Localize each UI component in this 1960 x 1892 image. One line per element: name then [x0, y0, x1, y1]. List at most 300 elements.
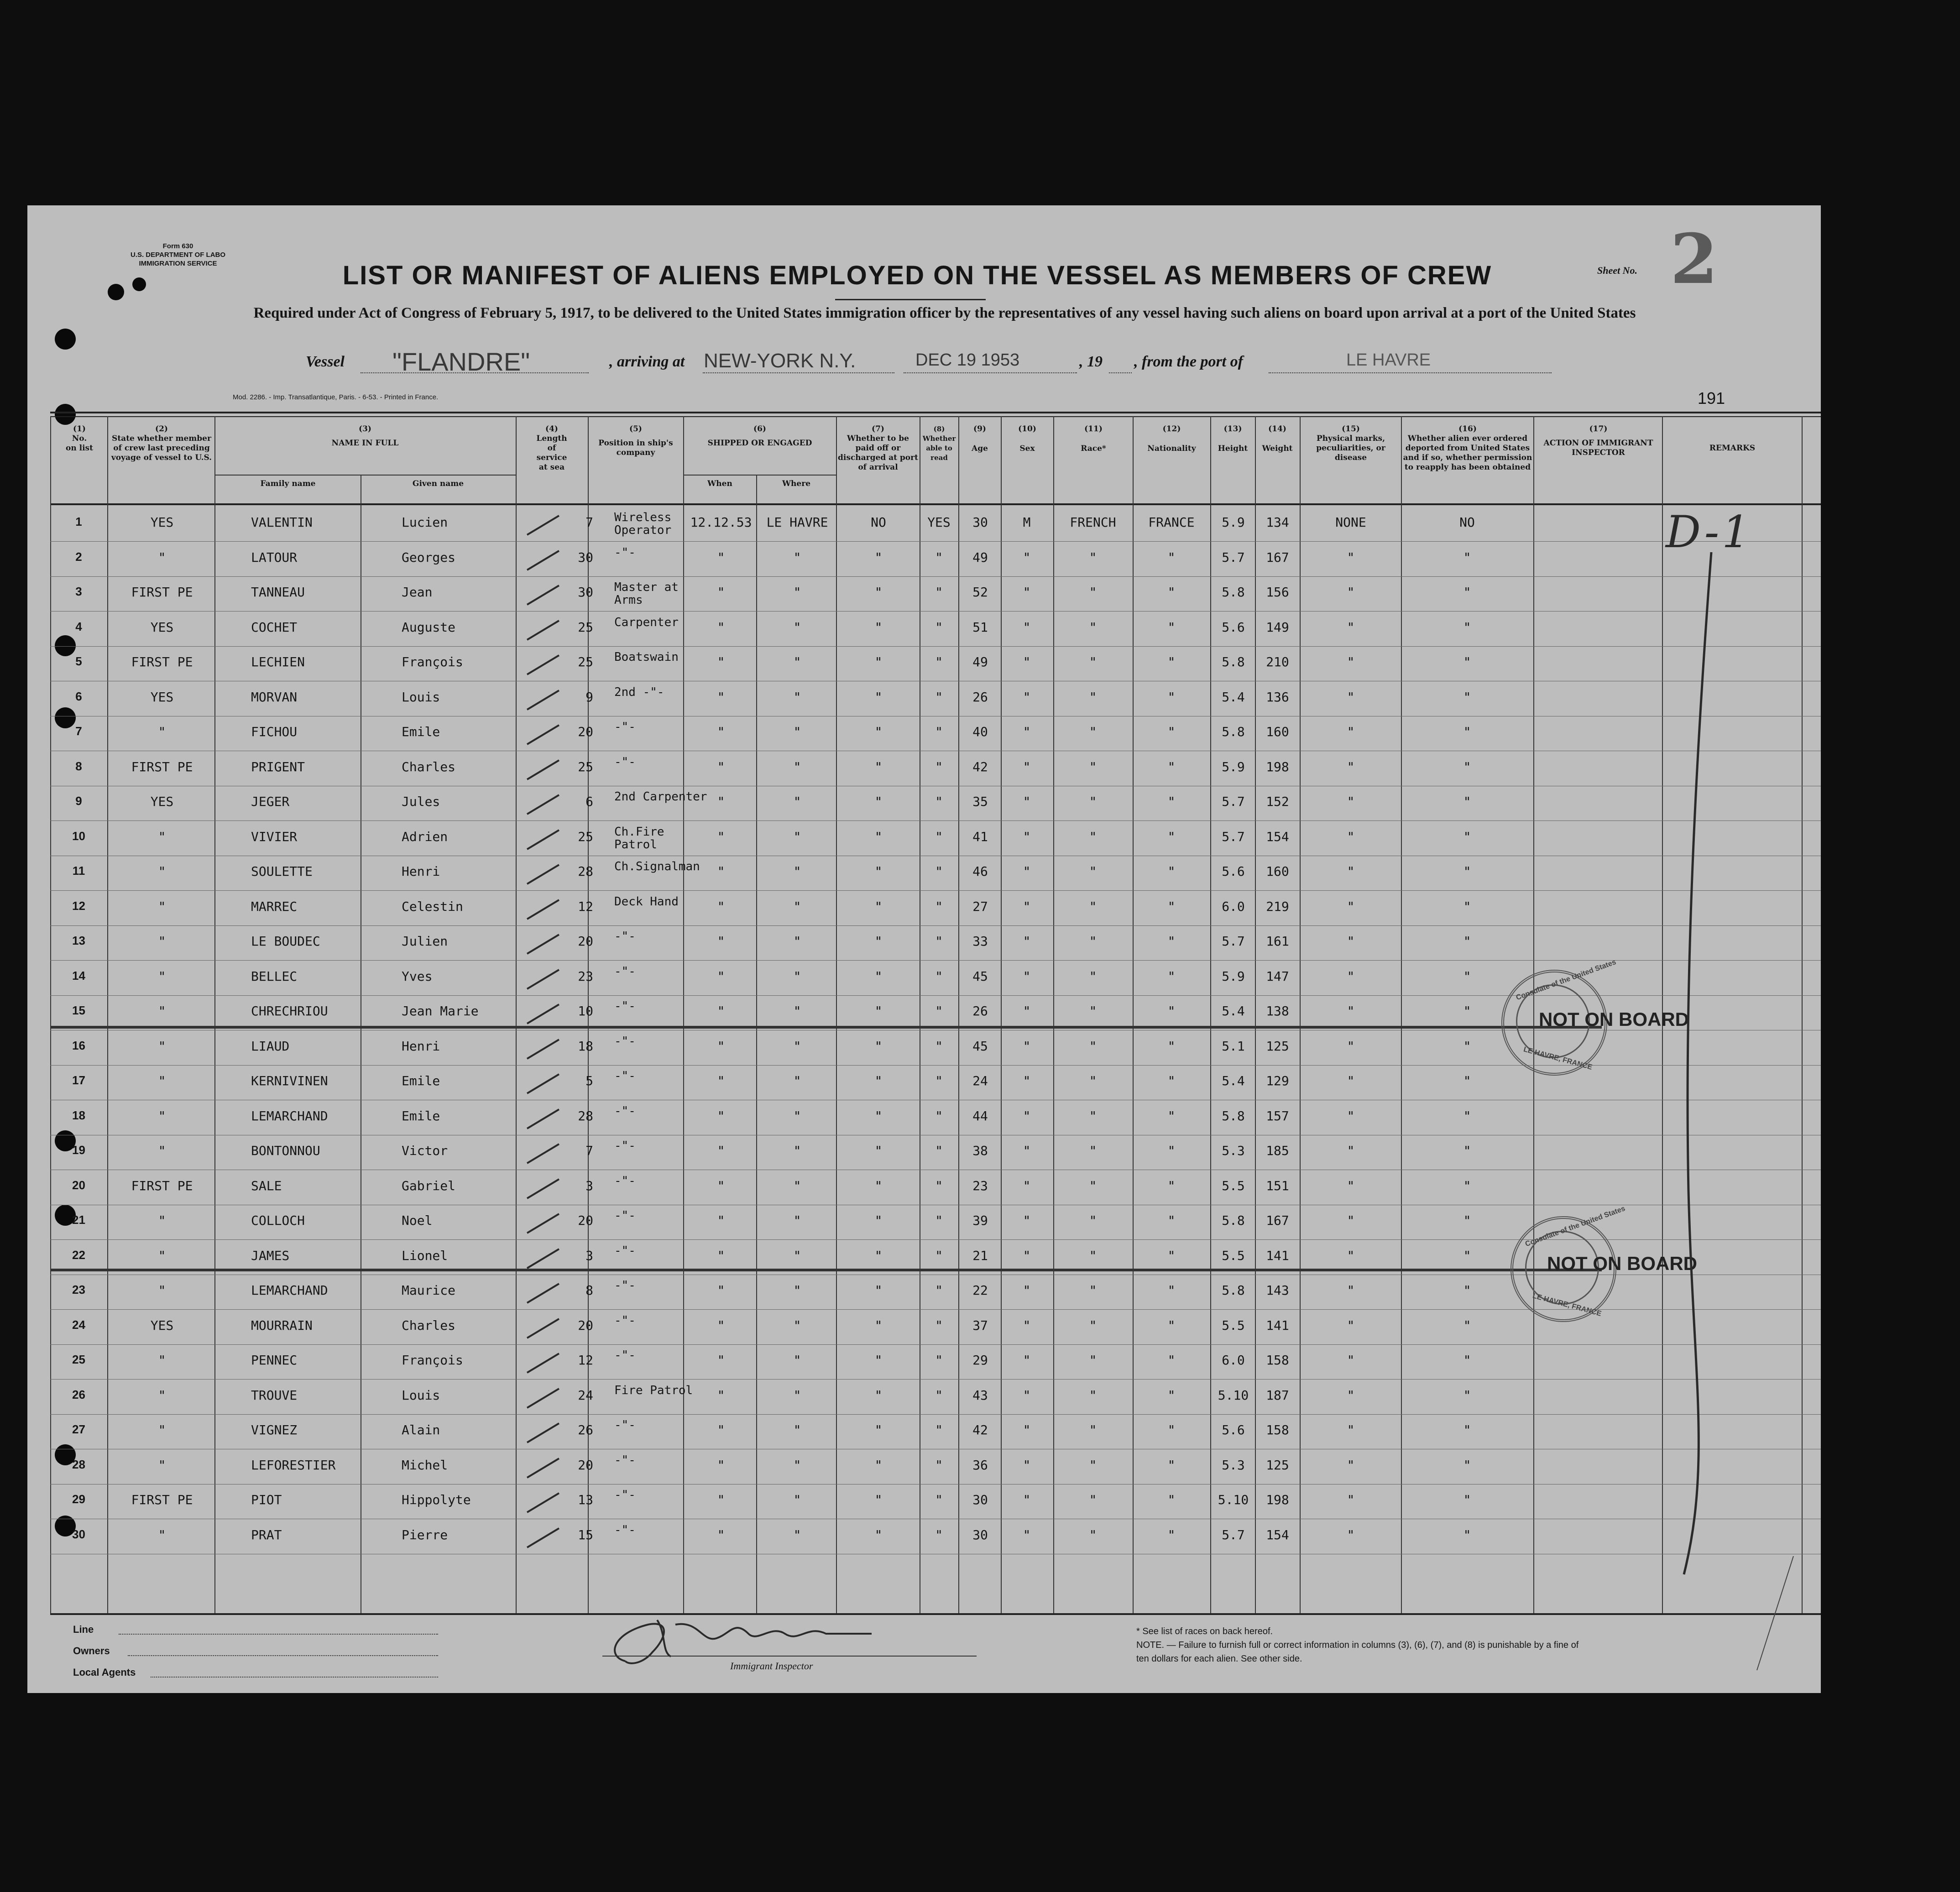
- sex: ": [1023, 864, 1031, 879]
- able-to-read: ": [935, 1248, 943, 1263]
- physical-marks: ": [1347, 1317, 1355, 1333]
- position: -"-: [614, 1488, 636, 1502]
- able-to-read: YES: [927, 515, 951, 530]
- family-name: VIVIER: [251, 829, 298, 844]
- family-name: PIOT: [251, 1492, 282, 1507]
- service-length: 10: [578, 1003, 593, 1019]
- able-to-read: ": [935, 1422, 943, 1437]
- family-name: JEGER: [251, 794, 290, 809]
- row-number: 23: [72, 1283, 85, 1296]
- nationality: ": [1167, 1492, 1176, 1507]
- height: 5.3: [1222, 1457, 1245, 1473]
- col-header-paid-off: (7) Whether to be paid off or discharged at port of arrival: [838, 424, 918, 472]
- sex: ": [1023, 829, 1031, 844]
- paid-off: ": [874, 1213, 883, 1228]
- member-status: ": [158, 1457, 166, 1473]
- height: 5.8: [1222, 1108, 1245, 1124]
- height: 5.7: [1222, 1527, 1245, 1542]
- row-number: 20: [72, 1178, 85, 1192]
- nationality: ": [1167, 1213, 1176, 1228]
- height: 5.5: [1222, 1317, 1245, 1333]
- nationality: ": [1167, 1387, 1176, 1403]
- physical-marks: ": [1347, 1283, 1355, 1298]
- race: ": [1089, 1492, 1097, 1507]
- shipped-where: ": [793, 1073, 801, 1088]
- deported: ": [1463, 724, 1471, 739]
- age: 37: [972, 1317, 988, 1333]
- able-to-read: ": [935, 1143, 943, 1158]
- col-header-where: Where: [782, 479, 811, 488]
- physical-marks: ": [1347, 794, 1355, 809]
- able-to-read: ": [935, 549, 943, 565]
- table-top-rule-2: [50, 416, 1821, 417]
- sex: ": [1023, 1527, 1031, 1542]
- race: ": [1089, 1213, 1097, 1228]
- nationality: ": [1167, 724, 1176, 739]
- race: ": [1089, 1457, 1097, 1473]
- position: -"-: [614, 755, 636, 769]
- departure-port: LE HAVRE: [1346, 350, 1431, 370]
- age: 42: [972, 1422, 988, 1437]
- sex: ": [1023, 1178, 1031, 1193]
- service-length: 25: [578, 654, 593, 669]
- shipped-when: ": [717, 1003, 725, 1019]
- age: 49: [972, 549, 988, 565]
- col-header-name: (3) NAME IN FULL: [331, 424, 399, 448]
- sex: ": [1023, 1353, 1031, 1368]
- age: 23: [972, 1178, 988, 1193]
- form-identifier: [119, 242, 237, 268]
- crew-row: [50, 612, 1821, 647]
- race: ": [1089, 968, 1097, 984]
- family-name: JAMES: [251, 1248, 290, 1263]
- nationality: ": [1167, 1108, 1176, 1124]
- position: Wireless Operator: [614, 511, 672, 537]
- weight: 157: [1266, 1108, 1289, 1124]
- age: 45: [972, 1038, 988, 1054]
- weight: 160: [1266, 724, 1289, 739]
- document-subtitle: Required under Act of Congress of February 5, 1917, to be delivered to the United States immigration officer by the representatives of any vessel having such aliens on board upon arrival at a port of the United States: [253, 305, 1636, 321]
- position: -"-: [614, 1244, 636, 1258]
- strike-line-row-22: [50, 1269, 1602, 1271]
- position: 2nd -"-: [614, 685, 664, 699]
- race: ": [1089, 549, 1097, 565]
- family-name: LIAUD: [251, 1038, 290, 1054]
- member-status: ": [158, 1353, 166, 1368]
- service-length: 20: [578, 724, 593, 739]
- family-name: COLLOCH: [251, 1213, 305, 1228]
- col-header-age: (9) Age: [972, 424, 988, 453]
- weight: 185: [1266, 1143, 1289, 1158]
- given-name: Maurice: [402, 1283, 456, 1298]
- paid-off: ": [874, 934, 883, 949]
- family-name: SOULETTE: [251, 864, 313, 879]
- physical-marks: ": [1347, 1178, 1355, 1193]
- check-mark: [525, 861, 561, 889]
- race: ": [1089, 689, 1097, 705]
- position: -"-: [614, 930, 636, 943]
- shipped-where: ": [793, 1527, 801, 1542]
- race: ": [1089, 1003, 1097, 1019]
- family-name: MOURRAIN: [251, 1317, 313, 1333]
- check-mark: [525, 1001, 561, 1028]
- member-status: ": [158, 1283, 166, 1298]
- shipped-when: ": [717, 1527, 725, 1542]
- family-name: TANNEAU: [251, 585, 305, 600]
- given-name: Celestin: [402, 899, 463, 914]
- service-length: 20: [578, 1457, 593, 1473]
- crew-row: [50, 1135, 1821, 1170]
- sex: ": [1023, 1457, 1031, 1473]
- shipped-where: ": [793, 1143, 801, 1158]
- form-service: IMMIGRATION SERVICE: [139, 260, 217, 267]
- height: 5.8: [1222, 1283, 1245, 1298]
- age: 52: [972, 585, 988, 600]
- row-number: 9: [75, 794, 82, 808]
- physical-marks: ": [1347, 1248, 1355, 1263]
- row-number: 24: [72, 1317, 85, 1332]
- shipped-when: ": [717, 899, 725, 914]
- member-status: FIRST PE: [131, 759, 193, 774]
- weight: 134: [1266, 515, 1289, 530]
- able-to-read: ": [935, 1353, 943, 1368]
- shipped-where: ": [793, 724, 801, 739]
- race: ": [1089, 724, 1097, 739]
- service-length: 15: [578, 1527, 593, 1542]
- shipped-where: ": [793, 549, 801, 565]
- weight: 138: [1266, 1003, 1289, 1019]
- age: 27: [972, 899, 988, 914]
- service-length: 7: [585, 1143, 593, 1158]
- weight: 219: [1266, 899, 1289, 914]
- crew-row: [50, 925, 1821, 961]
- col-header-action: (17) ACTION OF IMMIGRANT INSPECTOR: [1543, 424, 1653, 457]
- crew-row: [50, 1519, 1821, 1554]
- sex: ": [1023, 585, 1031, 600]
- given-name: Noel: [402, 1213, 433, 1228]
- col-header-service: (4) Length of service at sea: [536, 424, 567, 472]
- row-number: 4: [75, 619, 82, 633]
- paid-off: ": [874, 1178, 883, 1193]
- crew-row: [50, 856, 1821, 891]
- check-mark: [525, 617, 561, 644]
- weight: 154: [1266, 829, 1289, 844]
- shipped-when: ": [717, 794, 725, 809]
- shipped-where: ": [793, 1108, 801, 1124]
- paid-off: ": [874, 1143, 883, 1158]
- member-status: YES: [150, 1317, 174, 1333]
- height: 5.6: [1222, 864, 1245, 879]
- position: -"-: [614, 1453, 636, 1467]
- member-status: ": [158, 829, 166, 844]
- nationality: ": [1167, 654, 1176, 669]
- family-name: VALENTIN: [251, 515, 313, 530]
- physical-marks: ": [1347, 968, 1355, 984]
- shipped-when: ": [717, 1387, 725, 1403]
- crew-row: [50, 681, 1821, 716]
- check-mark: [525, 1280, 561, 1307]
- age: 21: [972, 1248, 988, 1263]
- punch-hole: [132, 277, 146, 291]
- handwritten-remark: D-1: [1666, 507, 1753, 558]
- vessel-line: [27, 347, 1821, 379]
- service-length: 8: [585, 1283, 593, 1298]
- service-length: 23: [578, 968, 593, 984]
- paid-off: ": [874, 1038, 883, 1054]
- height: 5.1: [1222, 1038, 1245, 1054]
- nationality: ": [1167, 864, 1176, 879]
- given-name: Auguste: [402, 619, 456, 635]
- punch-hole: [55, 404, 76, 425]
- position: -"-: [614, 1069, 636, 1083]
- service-length: 20: [578, 1213, 593, 1228]
- sheet-number: 2: [1670, 219, 1718, 299]
- sex: ": [1023, 899, 1031, 914]
- col-header-height: (13) Height: [1218, 424, 1248, 453]
- given-name: Alain: [402, 1422, 440, 1437]
- deported: ": [1463, 1457, 1471, 1473]
- service-length: 25: [578, 619, 593, 635]
- deported: ": [1463, 1422, 1471, 1437]
- position: Boatswain: [614, 650, 679, 664]
- sex: ": [1023, 549, 1031, 565]
- corner-page-number: 191: [1698, 389, 1725, 408]
- family-name: LEMARCHAND: [251, 1283, 328, 1298]
- family-name: PENNEC: [251, 1353, 298, 1368]
- weight: 147: [1266, 968, 1289, 984]
- position: -"-: [614, 1348, 636, 1362]
- shipped-when: ": [717, 1492, 725, 1507]
- physical-marks: ": [1347, 1353, 1355, 1368]
- owners-label: Owners: [73, 1645, 110, 1657]
- family-name: LATOUR: [251, 549, 298, 565]
- check-mark: [525, 896, 561, 924]
- deported: ": [1463, 899, 1471, 914]
- not-on-board-stamp: NOT ON BOARD: [1547, 1253, 1697, 1274]
- nationality: ": [1167, 759, 1176, 774]
- member-status: ": [158, 1003, 166, 1019]
- shipped-when: ": [717, 829, 725, 844]
- able-to-read: ": [935, 585, 943, 600]
- physical-marks: ": [1347, 619, 1355, 635]
- crew-row: [50, 1414, 1821, 1449]
- position: -"-: [614, 1418, 636, 1432]
- family-name: MORVAN: [251, 689, 298, 705]
- age: 30: [972, 515, 988, 530]
- able-to-read: ": [935, 1492, 943, 1507]
- shipped-where: ": [793, 1178, 801, 1193]
- race: ": [1089, 1527, 1097, 1542]
- shipped-when: ": [717, 1353, 725, 1368]
- check-mark: [525, 721, 561, 749]
- paid-off: ": [874, 1073, 883, 1088]
- weight: 160: [1266, 864, 1289, 879]
- paid-off: ": [874, 794, 883, 809]
- paid-off: ": [874, 1353, 883, 1368]
- check-mark: [525, 1210, 561, 1238]
- sex: ": [1023, 1422, 1031, 1437]
- shipped-where: ": [793, 1283, 801, 1298]
- height: 5.8: [1222, 585, 1245, 600]
- service-length: 7: [585, 515, 593, 530]
- check-mark: [525, 1071, 561, 1098]
- col-header-member: (2) State whether member of crew last preceding voyage of vessel to U.S.: [111, 424, 212, 462]
- physical-marks: ": [1347, 689, 1355, 705]
- paid-off: ": [874, 549, 883, 565]
- weight: 161: [1266, 934, 1289, 949]
- family-name: VIGNEZ: [251, 1422, 298, 1437]
- given-name: François: [402, 654, 463, 669]
- service-length: 28: [578, 1108, 593, 1124]
- physical-marks: ": [1347, 1038, 1355, 1054]
- weight: 167: [1266, 549, 1289, 565]
- age: 33: [972, 934, 988, 949]
- nationality: ": [1167, 619, 1176, 635]
- paid-off: ": [874, 1387, 883, 1403]
- punch-hole: [108, 284, 124, 300]
- sex: M: [1023, 515, 1031, 530]
- race: ": [1089, 654, 1097, 669]
- height: 5.4: [1222, 689, 1245, 705]
- arrival-port: NEW-YORK N.Y.: [704, 350, 856, 372]
- able-to-read: ": [935, 1108, 943, 1124]
- shipped-when: ": [717, 1248, 725, 1263]
- col-header-no: (1) No. on list: [66, 424, 93, 453]
- paid-off: NO: [871, 515, 886, 530]
- given-name: Pierre: [402, 1527, 448, 1542]
- member-status: YES: [150, 515, 174, 530]
- able-to-read: ": [935, 1038, 943, 1054]
- service-length: 12: [578, 899, 593, 914]
- check-mark: [525, 1455, 561, 1482]
- line-label: Line: [73, 1624, 94, 1635]
- consulate-stamp: Consulate of the United States LE HAVRE, FRANCE: [1501, 970, 1607, 1076]
- age: 30: [972, 1527, 988, 1542]
- family-name: COCHET: [251, 619, 298, 635]
- height: 5.7: [1222, 549, 1245, 565]
- family-name: PRAT: [251, 1527, 282, 1542]
- weight: 143: [1266, 1283, 1289, 1298]
- shipped-when: ": [717, 1317, 725, 1333]
- service-length: 20: [578, 934, 593, 949]
- row-number: 12: [72, 899, 85, 913]
- deported: ": [1463, 864, 1471, 879]
- nationality: ": [1167, 829, 1176, 844]
- position: -"-: [614, 964, 636, 978]
- service-length: 30: [578, 585, 593, 600]
- row-number: 6: [75, 689, 82, 703]
- physical-marks: ": [1347, 864, 1355, 879]
- able-to-read: ": [935, 1317, 943, 1333]
- physical-marks: NONE: [1335, 515, 1366, 530]
- member-status: YES: [150, 794, 174, 809]
- row-number: 21: [72, 1213, 85, 1227]
- sex: ": [1023, 1387, 1031, 1403]
- able-to-read: ": [935, 759, 943, 774]
- check-mark: [525, 1140, 561, 1168]
- race: ": [1089, 1422, 1097, 1437]
- family-name: FICHOU: [251, 724, 298, 739]
- check-mark: [525, 1315, 561, 1343]
- sex: ": [1023, 968, 1031, 984]
- service-length: 25: [578, 829, 593, 844]
- shipped-when: ": [717, 549, 725, 565]
- deported: ": [1463, 759, 1471, 774]
- member-status: ": [158, 1143, 166, 1158]
- weight: 158: [1266, 1422, 1289, 1437]
- age: 29: [972, 1353, 988, 1368]
- service-length: 30: [578, 549, 593, 565]
- paid-off: ": [874, 829, 883, 844]
- check-mark: [525, 547, 561, 575]
- able-to-read: ": [935, 1213, 943, 1228]
- year-label: , 19: [1079, 353, 1103, 370]
- weight: 187: [1266, 1387, 1289, 1403]
- member-status: ": [158, 724, 166, 739]
- given-name: Adrien: [402, 829, 448, 844]
- weight: 125: [1266, 1457, 1289, 1473]
- deported: ": [1463, 1143, 1471, 1158]
- family-name: LEFORESTIER: [251, 1457, 336, 1473]
- deported: ": [1463, 1213, 1471, 1228]
- position: -"-: [614, 999, 636, 1013]
- row-number: 22: [72, 1248, 85, 1262]
- height: 5.4: [1222, 1073, 1245, 1088]
- race: ": [1089, 585, 1097, 600]
- height: 5.9: [1222, 968, 1245, 984]
- shipped-where: ": [793, 759, 801, 774]
- col-header-position: (5) Position in ship's company: [598, 424, 673, 457]
- row-number: 30: [72, 1527, 85, 1541]
- given-name: Yves: [402, 968, 433, 984]
- penalty-note: NOTE. — Failure to furnish full or correct information in columns (3), (6), (7), and (8) is punishable by a fine of ten dollars for each alien. See other side.: [1136, 1640, 1579, 1664]
- sex: ": [1023, 759, 1031, 774]
- crew-row: [50, 542, 1821, 577]
- given-name: Jean Marie: [402, 1003, 479, 1019]
- deported: ": [1463, 1353, 1471, 1368]
- age: 40: [972, 724, 988, 739]
- member-status: YES: [150, 619, 174, 635]
- age: 39: [972, 1213, 988, 1228]
- shipped-when: ": [717, 1178, 725, 1193]
- nationality: ": [1167, 1422, 1176, 1437]
- sex: ": [1023, 1108, 1031, 1124]
- able-to-read: ": [935, 689, 943, 705]
- shipped-where: ": [793, 1422, 801, 1437]
- shipped-when: 12.12.53: [690, 515, 752, 530]
- row-number: 8: [75, 759, 82, 773]
- nationality: ": [1167, 1283, 1176, 1298]
- inspector-label: Immigrant Inspector: [730, 1660, 813, 1672]
- able-to-read: ": [935, 899, 943, 914]
- paid-off: ": [874, 654, 883, 669]
- paid-off: ": [874, 1283, 883, 1298]
- shipped-where: ": [793, 689, 801, 705]
- age: 49: [972, 654, 988, 669]
- race: ": [1089, 619, 1097, 635]
- sex: ": [1023, 1317, 1031, 1333]
- race: ": [1089, 1283, 1097, 1298]
- height: 5.7: [1222, 829, 1245, 844]
- nationality: ": [1167, 1073, 1176, 1088]
- shipped-when: ": [717, 724, 725, 739]
- given-name: Emile: [402, 1073, 440, 1088]
- nationality: ": [1167, 689, 1176, 705]
- sex: ": [1023, 1213, 1031, 1228]
- shipped-when: ": [717, 1422, 725, 1437]
- shipped-when: ": [717, 689, 725, 705]
- able-to-read: ": [935, 1457, 943, 1473]
